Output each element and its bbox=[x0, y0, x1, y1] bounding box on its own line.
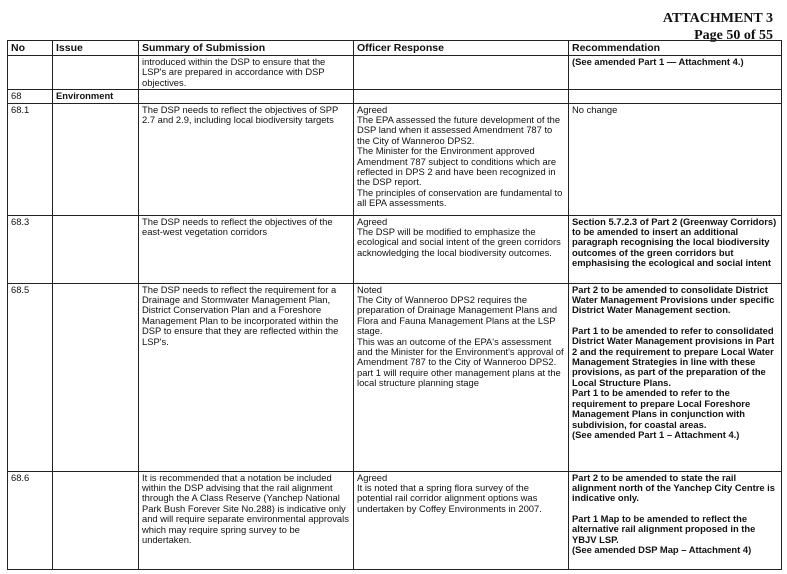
column-header-no: No bbox=[8, 41, 53, 56]
response-cell: Noted The City of Wanneroo DPS2 requires the preparation of Drainage Management Plans and Flora and Fauna Management Plans at the LSP stage. This was an outcome of the EPA's assessment and the Minister for the Environment's approval of Amendment 787 to the City of Wanneroo DPS2. part 1 will require other management plans at the local structure planning stage bbox=[354, 283, 569, 471]
response-cell: Agreed The EPA assessed the future development of the DSP land when it assessed Amendment 787 to the City of Wanneroo DPS2. The Minister for the Environment approved Amendment 787 subject to conditions which are reflected in DPS 2 and have been recognized in the DSP report. The principles of conservation are fundamental to all EPA assessments. bbox=[354, 103, 569, 215]
recommendation-cell: Part 2 to be amended to state the rail alignment north of the Yanchep City Centre is indicative only. Part 1 Map to be amended to reflect the alternative rail alignment proposed in the YBJV LSP. (See amended DSP Map – Attachment 4) bbox=[569, 471, 782, 569]
submissions-table bbox=[7, 40, 782, 570]
response-cell: Agreed It is noted that a spring flora survey of the potential rail corridor alignment options was undertaken by Coffey Environments in 2007. bbox=[354, 471, 569, 569]
recommendation-cell: (See amended Part 1 — Attachment 4.) bbox=[569, 56, 782, 90]
summary-cell: It is recommended that a notation be included within the DSP advising that the rail alignment through the A Class Reserve (Yanchep National Park Bush Forever Site No.288) is indicative only and will require separate environmental approvals which may require spring survey to be undertaken. bbox=[139, 471, 354, 569]
attachment-label: ATTACHMENT 3 bbox=[662, 11, 773, 26]
column-header-summary: Summary of Submission bbox=[139, 41, 354, 56]
table-header-row bbox=[8, 41, 782, 56]
row-number: 68.6 bbox=[8, 471, 53, 569]
summary-cell: The DSP needs to reflect the requirement for a Drainage and Stormwater Management Plan, District Conservation Plan and a Foreshore Management Plan to be incorporated within the DSP to ensure that they are reflected within the LSP's. bbox=[139, 283, 354, 471]
column-header-response: Officer Response bbox=[354, 41, 569, 56]
column-header-recommendation: Recommendation bbox=[569, 41, 782, 56]
recommendation-cell: Section 5.7.2.3 of Part 2 (Greenway Corridors) to be amended to insert an additional paragraph recognising the local biodiversity outcomes of the green corridors but emphasising the ecological and social intent bbox=[569, 215, 782, 283]
column-header-issue: Issue bbox=[53, 41, 139, 56]
section-row bbox=[8, 90, 782, 103]
response-cell: Agreed The DSP will be modified to emphasize the ecological and social intent of the green corridors acknowledging the local biodiversity outcomes. bbox=[354, 215, 569, 283]
section-number: 68 bbox=[8, 90, 53, 103]
page-number: Page 50 of 55 bbox=[694, 28, 773, 43]
page-header bbox=[662, 10, 773, 43]
table-row bbox=[8, 283, 782, 471]
table-row bbox=[8, 103, 782, 215]
summary-cell: introduced within the DSP to ensure that the LSP's are prepared in accordance with DSP objectives. bbox=[139, 56, 354, 90]
recommendation-cell: No change bbox=[569, 103, 782, 215]
table-row bbox=[8, 215, 782, 283]
recommendation-cell: Part 2 to be amended to consolidate District Water Management Provisions under specific District Water Management section. Part 1 to be amended to refer to consolidated District Water Management provisions in Part 2 and the requirement to prepare Local Water Management Strategies in line with these provisions, as part of the preparation of the Local Structure Plans. Part 1 to be amended to refer to the requirement to prepare Local Foreshore Management Plans in conjunction with subdivision, for coastal areas. (See amended Part 1 – Attachment 4.) bbox=[569, 283, 782, 471]
row-number: 68.3 bbox=[8, 215, 53, 283]
section-issue: Environment bbox=[53, 90, 139, 103]
table-row bbox=[8, 471, 782, 569]
summary-cell: The DSP needs to reflect the objectives of SPP 2.7 and 2.9, including local biodiversity targets bbox=[139, 103, 354, 215]
row-number: 68.1 bbox=[8, 103, 53, 215]
summary-cell: The DSP needs to reflect the objectives of the east-west vegetation corridors bbox=[139, 215, 354, 283]
table-row-continued bbox=[8, 56, 782, 90]
row-number: 68.5 bbox=[8, 283, 53, 471]
